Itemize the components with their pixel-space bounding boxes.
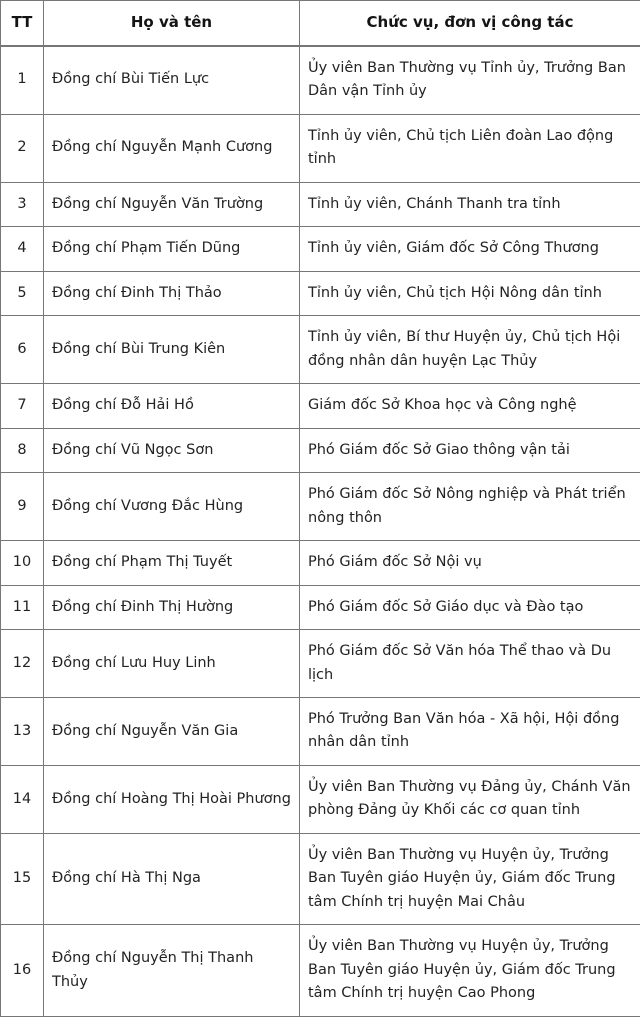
position-cell: Phó Giám đốc Sở Nội vụ: [300, 541, 640, 585]
name-cell: Đồng chí Nguyễn Mạnh Cương: [44, 114, 300, 182]
name-cell: Đồng chí Bùi Tiến Lực: [44, 46, 300, 114]
table-row: [1, 473, 640, 541]
table-body: [1, 46, 640, 1017]
row-number-cell: 13: [1, 697, 44, 765]
position-cell: Ủy viên Ban Thường vụ Đảng ủy, Chánh Văn phòng Đảng ủy Khối các cơ quan tỉnh: [300, 765, 640, 833]
name-cell: Đồng chí Hoàng Thị Hoài Phương: [44, 765, 300, 833]
position-cell: Tỉnh ủy viên, Chủ tịch Liên đoàn Lao động tỉnh: [300, 114, 640, 182]
table-row: [1, 428, 640, 472]
table-row: [1, 227, 640, 271]
name-cell: Đồng chí Nguyễn Thị Thanh Thủy: [44, 925, 300, 1016]
position-cell: Tỉnh ủy viên, Chánh Thanh tra tỉnh: [300, 182, 640, 226]
table-row: [1, 271, 640, 315]
table-row: [1, 541, 640, 585]
row-number-cell: 5: [1, 271, 44, 315]
row-number-cell: 7: [1, 384, 44, 428]
name-cell: Đồng chí Hà Thị Nga: [44, 833, 300, 924]
row-number-cell: 10: [1, 541, 44, 585]
position-cell: Phó Giám đốc Sở Giáo dục và Đào tạo: [300, 585, 640, 629]
row-number-cell: 3: [1, 182, 44, 226]
name-cell: Đồng chí Đỗ Hải Hồ: [44, 384, 300, 428]
row-number-cell: 8: [1, 428, 44, 472]
position-cell: Phó Giám đốc Sở Văn hóa Thể thao và Du lịch: [300, 630, 640, 698]
table-row: [1, 182, 640, 226]
row-number-cell: 2: [1, 114, 44, 182]
name-cell: Đồng chí Phạm Tiến Dũng: [44, 227, 300, 271]
row-number-cell: 12: [1, 630, 44, 698]
row-number-cell: 16: [1, 925, 44, 1016]
position-cell: Phó Giám đốc Sở Giao thông vận tải: [300, 428, 640, 472]
position-cell: Phó Trưởng Ban Văn hóa - Xã hội, Hội đồng nhân dân tỉnh: [300, 697, 640, 765]
row-number-cell: 4: [1, 227, 44, 271]
row-number-cell: 1: [1, 46, 44, 114]
row-number-cell: 11: [1, 585, 44, 629]
name-cell: Đồng chí Nguyễn Văn Gia: [44, 697, 300, 765]
table-row: [1, 697, 640, 765]
table-row: [1, 585, 640, 629]
name-cell: Đồng chí Đinh Thị Hường: [44, 585, 300, 629]
position-cell: Ủy viên Ban Thường vụ Huyện ủy, Trưởng Ban Tuyên giáo Huyện ủy, Giám đốc Trung tâm Chính trị huyện Mai Châu: [300, 833, 640, 924]
row-number-cell: 14: [1, 765, 44, 833]
position-cell: Ủy viên Ban Thường vụ Tỉnh ủy, Trưởng Ban Dân vận Tỉnh ủy: [300, 46, 640, 114]
header-cell-tt: TT: [1, 1, 44, 46]
name-cell: Đồng chí Phạm Thị Tuyết: [44, 541, 300, 585]
position-cell: Giám đốc Sở Khoa học và Công nghệ: [300, 384, 640, 428]
position-cell: Tỉnh ủy viên, Giám đốc Sở Công Thương: [300, 227, 640, 271]
table-row: [1, 384, 640, 428]
row-number-cell: 6: [1, 316, 44, 384]
table-row: [1, 630, 640, 698]
table-row: [1, 765, 640, 833]
position-cell: Ủy viên Ban Thường vụ Huyện ủy, Trưởng Ban Tuyên giáo Huyện ủy, Giám đốc Trung tâm Chính trị huyện Cao Phong: [300, 925, 640, 1016]
position-cell: Phó Giám đốc Sở Nông nghiệp và Phát triển nông thôn: [300, 473, 640, 541]
header-cell-position: Chức vụ, đơn vị công tác: [300, 1, 640, 46]
table-row: [1, 925, 640, 1016]
name-cell: Đồng chí Bùi Trung Kiên: [44, 316, 300, 384]
table-row: [1, 114, 640, 182]
table-row: [1, 316, 640, 384]
position-cell: Tỉnh ủy viên, Bí thư Huyện ủy, Chủ tịch Hội đồng nhân dân huyện Lạc Thủy: [300, 316, 640, 384]
row-number-cell: 9: [1, 473, 44, 541]
row-number-cell: 15: [1, 833, 44, 924]
name-cell: Đồng chí Vương Đắc Hùng: [44, 473, 300, 541]
table-header-row: [1, 1, 640, 46]
table-row: [1, 833, 640, 924]
name-cell: Đồng chí Vũ Ngọc Sơn: [44, 428, 300, 472]
name-cell: Đồng chí Đinh Thị Thảo: [44, 271, 300, 315]
name-cell: Đồng chí Nguyễn Văn Trường: [44, 182, 300, 226]
position-cell: Tỉnh ủy viên, Chủ tịch Hội Nông dân tỉnh: [300, 271, 640, 315]
table-row: [1, 46, 640, 114]
name-cell: Đồng chí Lưu Huy Linh: [44, 630, 300, 698]
header-cell-name: Họ và tên: [44, 1, 300, 46]
